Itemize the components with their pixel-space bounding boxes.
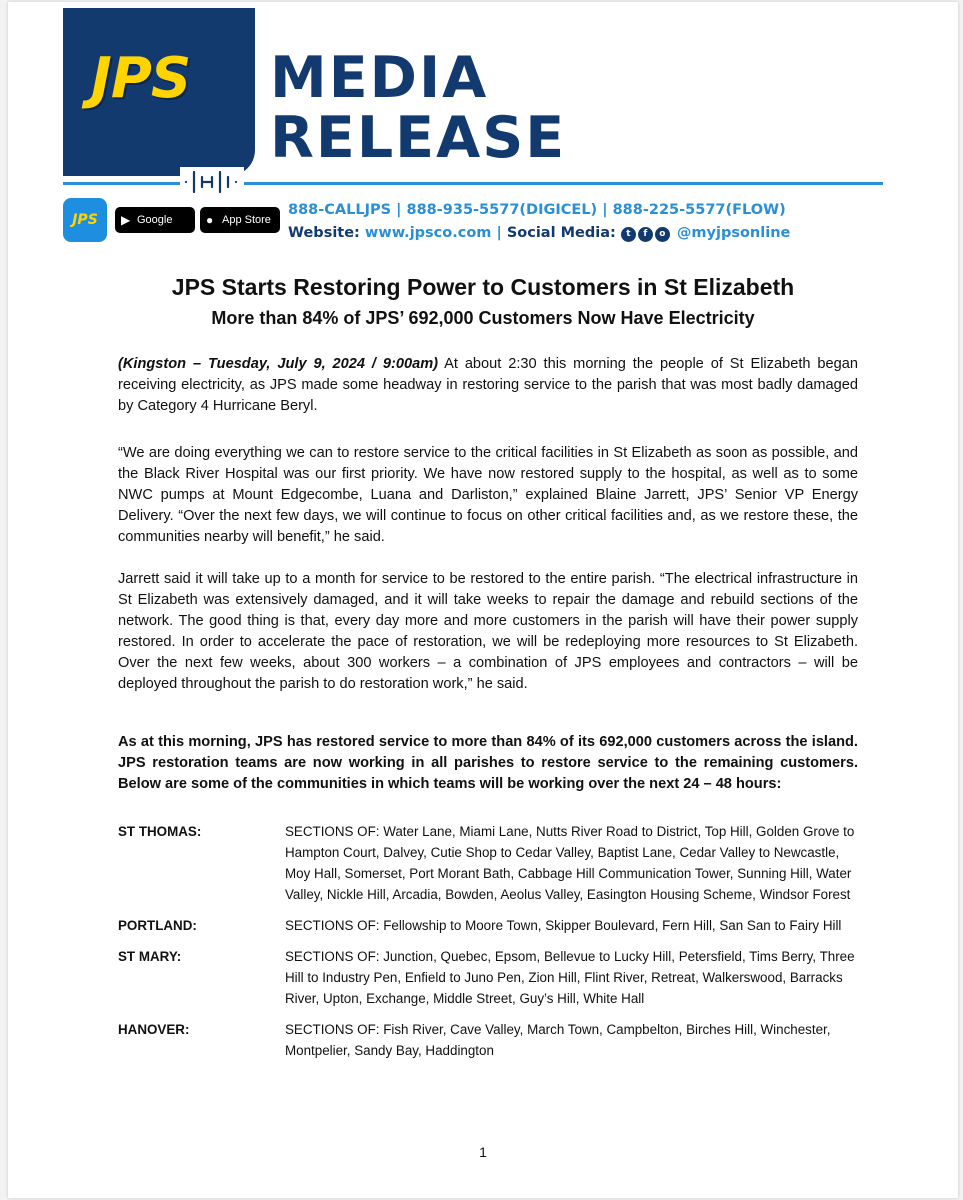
instagram-icon[interactable]: o [655,227,670,242]
website-label: Website: [288,225,360,241]
parish-name: HANOVER: [118,1022,190,1037]
area-row [118,946,858,1009]
google-play-badge[interactable] [115,207,195,252]
paragraph-4: As at this morning, JPS has restored service to more than 84% of its 692,000 customers across the island. JPS restoration teams are now working in all parishes to restore service to the remaining customers. Below are some of the communities in which teams will be working over the next 24 – 48 hours: [118,734,858,792]
dateline: (Kingston – Tuesday, July 9, 2024 / 9:00am) [118,356,439,372]
jps-logo: JPS [91,46,191,111]
subheadline: More than 84% of JPS’ 692,000 Customers Now Have Electricity [211,308,755,328]
jps-mobile-app-icon[interactable]: JPS [63,198,107,242]
parish-sections: SECTIONS OF: Junction, Quebec, Epsom, Bellevue to Lucky Hill, Petersfield, Tims Berry, Three Hill to Industry Pen, Enfield to Juno Pen, Zion Hill, Flint River, Retreat, Walkerswood, Barracks River, Upton, Exchange, Middle Street, Guy’s Hill, White Hall [285,949,855,1006]
paragraph-1-text: At about 2:30 this morning the people of St Elizabeth began receiving electricity, as JPS made some headway in restoring service to the parish that was most badly damaged by Category 4 Hurricane Beryl. [118,356,858,414]
social-handle: @myjpsonline [676,225,791,241]
website-social-line [288,225,888,242]
play-store-icon: ▶ [121,213,131,227]
paragraph-1 [118,354,858,417]
page-number: 1 [479,1144,487,1160]
paragraph-3: Jarrett said it will take up to a month for service to be restored to the entire parish. “The electrical infrastructure in St Elizabeth was extensively damaged, and it will take weeks to repair the damage and rebuild sections of the network. The good thing is that, every day more and more customers in the parish will have their power supply restored. In order to accelerate the pace of restoration, we will be redeploying more resources to St Elizabeth. Over the next few weeks, about 300 workers – a combination of JPS employees and contractors – will be deployed throughout the parish to do restoration work,” he said. [118,571,858,692]
facebook-icon[interactable]: f [638,227,653,242]
parish-name: PORTLAND: [118,918,197,933]
parish-name: ST MARY: [118,949,182,964]
jps-logo-box [63,8,255,176]
parish-name: ST THOMAS: [118,824,202,839]
area-row [118,821,858,905]
parish-sections: SECTIONS OF: Fellowship to Moore Town, Skipper Boulevard, Fern Hill, San San to Fairy Hill [285,918,842,933]
waveform-icon [180,167,244,197]
google-play-label: Google Play [137,214,173,252]
area-row [118,1019,858,1061]
apple-icon: ● [206,213,214,227]
app-store-label: App Store [222,214,271,226]
title-release: RELEASE [270,105,567,171]
title-media: MEDIA [270,45,489,111]
app-store-badge[interactable] [200,207,280,233]
paragraph-2: “We are doing everything we can to restore service to the critical facilities in St Elizabeth as soon as possible, and the Black River Hospital was our first priority. We have now restored supply to the hospital, as well as to some NWC pumps at Mount Edgecombe, Luana and Darliston,” explained Blaine Jarrett, JPS’ Senior VP Energy Delivery. “Over the next few days, we will continue to focus on other critical facilities and, as we restore these, the communities nearby will benefit,” he said. [118,445,858,545]
twitter-icon[interactable]: t [621,227,636,242]
parish-sections: SECTIONS OF: Water Lane, Miami Lane, Nutts River Road to District, Top Hill, Golden Grove to Hampton Court, Dalvey, Cutie Shop to Cedar Valley, Baptist Lane, Cedar Valley to Newcastle, Moy Hall, Somerset, Port Morant Bath, Cabbage Hill Communication Tower, Sunning Hill, Water Valley, Nickle Hill, Arcadia, Bowden, Aeolus Valley, Easington Housing Scheme, Windsor Forest [285,824,855,902]
social-media-label: Social Media: [506,225,616,241]
parish-sections: SECTIONS OF: Fish River, Cave Valley, March Town, Campbelton, Birches Hill, Winchester, Montpelier, Sandy Bay, Haddington [285,1022,831,1058]
headline: JPS Starts Restoring Power to Customers in St Elizabeth [171,274,795,300]
website-link[interactable]: www.jpsco.com | [364,225,502,241]
work-areas-list [118,821,858,1071]
area-row [118,915,858,936]
phone-numbers: 888-CALLJPS | 888-935-5577(DIGICEL) | 888-225-5577(FLOW) [288,202,786,218]
document-page [8,2,958,1198]
